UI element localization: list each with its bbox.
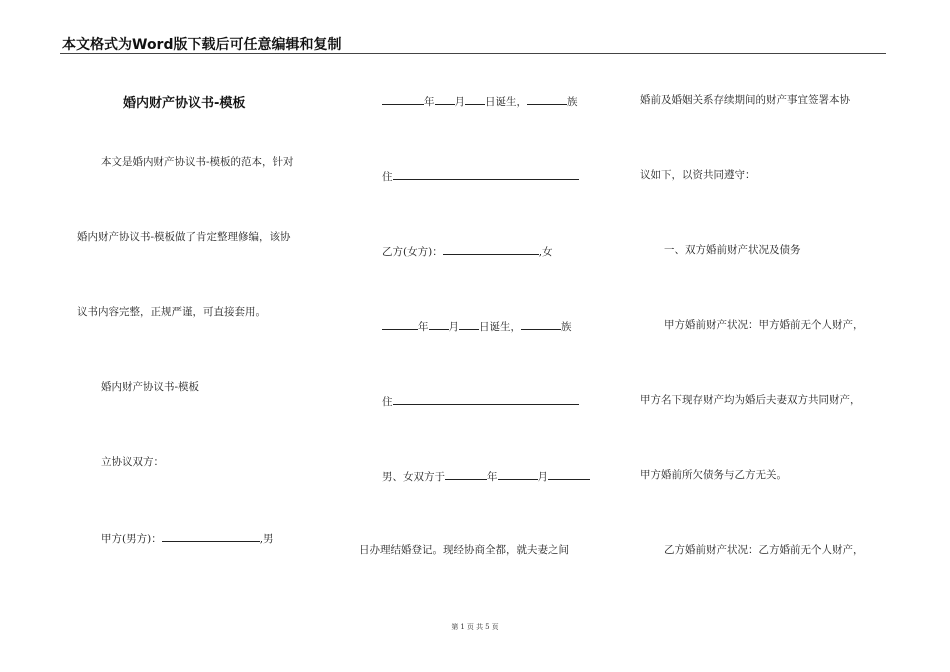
- marriage-month-blank: [498, 468, 538, 480]
- subtitle: 婚内财产协议书-模板: [101, 381, 200, 393]
- party-a-label: 甲方(男方)：: [101, 533, 162, 545]
- b-birth-year-blank: [382, 318, 418, 330]
- page-current: 1: [460, 623, 465, 631]
- marriage-year-blank: [445, 468, 487, 480]
- b-residence-label: 住: [382, 396, 393, 408]
- marriage-line-2: 日办理结婚登记。现经协商全都，就夫妻之间: [359, 544, 569, 556]
- party-a-gender: ,男: [259, 533, 274, 545]
- ethnicity-blank: [527, 93, 567, 105]
- marriage-prefix: 男、女双方于: [382, 471, 445, 483]
- col3-line-6: 乙方婚前财产状况：乙方婚前无个人财产，: [664, 544, 864, 556]
- birth-day-label: 日诞生，: [485, 96, 527, 108]
- col3-line-5: 甲方婚前所欠债务与乙方无关。: [640, 469, 787, 481]
- b-birth-year-label: 年: [418, 321, 429, 333]
- party-b-birth-line: [382, 318, 572, 334]
- page-suffix: 页: [491, 623, 499, 631]
- party-b-name-blank: [443, 243, 539, 255]
- col3-line-1: 婚前及婚姻关系存续期间的财产事宜签署本协: [640, 94, 850, 106]
- marriage-date-line: [382, 468, 590, 484]
- b-birth-day-label: 日诞生，: [479, 321, 521, 333]
- page-footer: [0, 622, 950, 632]
- party-a-name-blank: [162, 530, 260, 542]
- page-middle: 页 共: [466, 623, 484, 631]
- b-ethnicity-blank: [521, 318, 561, 330]
- b-ethnicity-label: 族: [561, 321, 572, 333]
- b-residence-blank: [393, 393, 579, 405]
- parties-label: 立协议双方：: [101, 456, 164, 468]
- col3-line-3: 甲方婚前财产状况：甲方婚前无个人财产，: [664, 319, 864, 331]
- section-heading-1: 一、双方婚前财产状况及债务: [664, 244, 801, 256]
- intro-line-1: 本文是婚内财产协议书-模板的范本，针对: [101, 156, 294, 168]
- marriage-month-label: 月: [537, 471, 548, 483]
- party-b-label: 乙方(女方)：: [382, 246, 443, 258]
- page-prefix: 第: [451, 623, 459, 631]
- header-divider: [60, 53, 886, 54]
- intro-line-3: 议书内容完整，正规严谨，可直接套用。: [77, 306, 266, 318]
- party-b-line: [382, 243, 553, 259]
- b-birth-month-label: 月: [448, 321, 459, 333]
- marriage-day-blank: [548, 468, 590, 480]
- party-a-line: [101, 530, 274, 546]
- party-a-birth-line: [382, 93, 578, 109]
- party-a-residence-line: [382, 168, 579, 184]
- intro-line-2: 婚内财产协议书-模板做了肯定整理修编，该协: [77, 231, 291, 243]
- document-title: 婚内财产协议书-模板: [123, 96, 246, 111]
- ethnicity-label: 族: [567, 96, 578, 108]
- birth-year-label: 年: [424, 96, 435, 108]
- residence-label: 住: [382, 171, 393, 183]
- marriage-year-label: 年: [487, 471, 498, 483]
- birth-year-blank: [382, 93, 424, 105]
- party-b-residence-line: [382, 393, 579, 409]
- header-title: 本文格式为Word版下载后可任意编辑和复制: [62, 37, 342, 53]
- party-b-gender: ,女: [538, 246, 553, 258]
- b-birth-month-blank: [429, 318, 449, 330]
- residence-blank: [393, 168, 579, 180]
- col3-line-4: 甲方名下现存财产均为婚后夫妻双方共同财产，: [640, 394, 861, 406]
- b-birth-day-blank: [459, 318, 479, 330]
- birth-month-label: 月: [454, 96, 465, 108]
- page-total: 5: [485, 623, 490, 631]
- birth-day-blank: [465, 93, 485, 105]
- birth-month-blank: [435, 93, 455, 105]
- col3-line-2: 议如下，以资共同遵守：: [640, 169, 756, 181]
